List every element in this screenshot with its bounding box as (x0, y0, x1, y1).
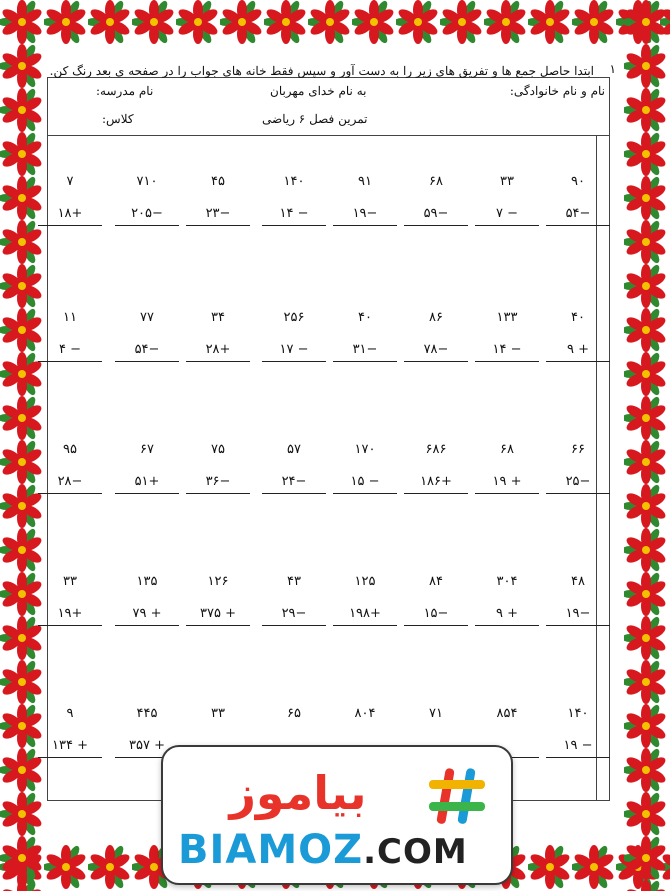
math-problem (115, 171, 179, 226)
math-problem (115, 571, 179, 626)
math-problem (475, 171, 539, 226)
problem-top-number: ۵۷ (287, 442, 301, 457)
poinsettia-icon (624, 132, 668, 176)
math-problem (38, 171, 102, 226)
problem-top-number: ۴۳ (287, 574, 301, 589)
math-problem (38, 571, 102, 626)
problem-operand: −۵۴ (115, 339, 179, 362)
problem-operand: + ۷۹ (115, 603, 179, 626)
problem-top-number: ۸۴ (429, 574, 443, 589)
poinsettia-icon (396, 0, 440, 44)
math-problem (262, 171, 326, 226)
problem-operand: −۱۹ (333, 203, 397, 226)
name-field-label: نام و نام خانوادگی: (509, 84, 605, 98)
math-problem (262, 439, 326, 494)
problem-operand: − ۴ (38, 339, 102, 362)
poinsettia-icon (624, 264, 668, 308)
problem-operand: + ۹ (475, 603, 539, 626)
problem-top-number: ۷۱ (429, 706, 443, 721)
problem-operand: −۳۱ (333, 339, 397, 362)
problem-operand: −۲۵ (546, 471, 610, 494)
math-problem (186, 439, 250, 494)
math-problem (38, 703, 102, 758)
math-problem (546, 439, 610, 494)
poinsettia-icon (624, 308, 668, 352)
poinsettia-icon (0, 660, 44, 704)
header-subtitle: تمرین فصل ۶ ریاضی (262, 112, 368, 126)
watermark-domain-suffix: .COM (363, 832, 468, 872)
math-problem (38, 439, 102, 494)
poinsettia-icon (624, 0, 668, 44)
problem-operand: + ۱۳۴ (38, 735, 102, 758)
problem-operand: +۲۸ (186, 339, 250, 362)
problem-top-number: ۱۳۳ (496, 310, 518, 325)
math-problem (475, 307, 539, 362)
math-problem (546, 171, 610, 226)
header-divider (48, 135, 609, 136)
problem-top-number: ۴۵ (211, 174, 225, 189)
problem-operand: −۷۸ (404, 339, 468, 362)
poinsettia-icon (0, 396, 44, 440)
poinsettia-icon (88, 0, 132, 44)
poinsettia-icon (528, 845, 572, 889)
problem-top-number: ۲۵۶ (283, 310, 305, 325)
header-title: به نام خدای مهربان (270, 84, 367, 98)
poinsettia-icon (264, 0, 308, 44)
problem-top-number: ۳۳ (63, 574, 77, 589)
problem-top-number: ۱۱ (63, 310, 77, 325)
problem-operand: − ۱۹ (546, 735, 610, 758)
math-problem (404, 439, 468, 494)
problem-operand: +۵۱ (115, 471, 179, 494)
problem-operand: −۵۴ (546, 203, 610, 226)
poinsettia-icon (0, 880, 44, 891)
poinsettia-icon (624, 704, 668, 748)
poinsettia-icon (44, 0, 88, 44)
math-problem (115, 439, 179, 494)
poinsettia-icon (44, 845, 88, 889)
problem-top-number: ۶۸۶ (425, 442, 447, 457)
flower-border-top (0, 0, 670, 46)
poinsettia-icon (440, 0, 484, 44)
problem-operand: +۱۹۸ (333, 603, 397, 626)
problem-operand: − ۷ (475, 203, 539, 226)
problem-top-number: ۴۰ (358, 310, 372, 325)
problem-top-number: ۷۱۰ (136, 174, 158, 189)
problem-top-number: ۳۴ (211, 310, 225, 325)
problem-operand: + ۳۵۷ (115, 735, 179, 758)
problem-top-number: ۱۴۰ (283, 174, 305, 189)
math-problem (38, 307, 102, 362)
problem-operand: −۲۸ (38, 471, 102, 494)
poinsettia-icon (624, 880, 668, 891)
problem-operand: − ۱۴ (475, 339, 539, 362)
question-number: ۱ (609, 62, 616, 76)
poinsettia-icon (624, 616, 668, 660)
poinsettia-icon (0, 220, 44, 264)
poinsettia-icon (0, 792, 44, 836)
math-problem (186, 171, 250, 226)
poinsettia-icon (624, 88, 668, 132)
poinsettia-icon (572, 845, 616, 889)
problem-top-number: ۶۵ (287, 706, 301, 721)
math-problem (186, 571, 250, 626)
poinsettia-icon (624, 660, 668, 704)
flower-border-right (624, 0, 670, 891)
problem-operand: −۱۵ (404, 603, 468, 626)
math-problem (546, 703, 610, 758)
poinsettia-icon (0, 264, 44, 308)
problem-top-number: ۱۲۵ (354, 574, 376, 589)
problem-top-number: ۴۰ (571, 310, 585, 325)
problem-operand: + ۹ (546, 339, 610, 362)
problem-top-number: ۴۸ (571, 574, 585, 589)
poinsettia-icon (132, 0, 176, 44)
poinsettia-icon (0, 88, 44, 132)
problem-top-number: ۳۳ (500, 174, 514, 189)
math-problem (333, 439, 397, 494)
problem-top-number: ۹۱ (358, 174, 372, 189)
question-instruction: ابتدا حاصل جمع ها و تفریق های زیر را به دست آور و سپس فقط خانه های جواب را در صفحه ی بعد رنگ کن. (49, 64, 594, 78)
poinsettia-icon (352, 0, 396, 44)
poinsettia-icon (624, 572, 668, 616)
poinsettia-icon (0, 836, 44, 880)
problem-top-number: ۹۵ (63, 442, 77, 457)
math-problem (333, 307, 397, 362)
problem-operand: −۲۰۵ (115, 203, 179, 226)
poinsettia-icon (220, 0, 264, 44)
math-problem (333, 571, 397, 626)
problem-top-number: ۶۸ (500, 442, 514, 457)
problem-top-number: ۱۲۶ (207, 574, 229, 589)
problem-top-number: ۱۷۰ (354, 442, 376, 457)
poinsettia-icon (624, 352, 668, 396)
poinsettia-icon (624, 484, 668, 528)
poinsettia-icon (528, 0, 572, 44)
problem-operand: +۱۹ (38, 603, 102, 626)
poinsettia-icon (624, 44, 668, 88)
watermark-persian-logo: بیاموز (229, 766, 367, 820)
poinsettia-icon (0, 528, 44, 572)
math-problem (262, 307, 326, 362)
poinsettia-icon (88, 845, 132, 889)
problem-top-number: ۶۶ (571, 442, 585, 457)
watermark-latin-logo (178, 826, 498, 874)
math-problem (546, 307, 610, 362)
problem-top-number: ۳۳ (211, 706, 225, 721)
math-problem (475, 571, 539, 626)
poinsettia-icon (624, 528, 668, 572)
problem-operand: −۲۹ (262, 603, 326, 626)
problem-operand: + ۱۹ (475, 471, 539, 494)
problem-top-number: ۷ (66, 174, 74, 189)
problem-operand: −۱۹ (546, 603, 610, 626)
problem-operand: +۱۸۶ (404, 471, 468, 494)
problem-top-number: ۸۰۴ (354, 706, 376, 721)
poinsettia-icon (624, 176, 668, 220)
problem-operand: − ۱۵ (333, 471, 397, 494)
problem-top-number: ۹۰ (571, 174, 585, 189)
poinsettia-icon (308, 0, 352, 44)
poinsettia-icon (624, 836, 668, 880)
math-problem (404, 307, 468, 362)
school-field-label: نام مدرسه: (96, 84, 154, 98)
problem-operand: −۳۶ (186, 471, 250, 494)
poinsettia-icon (176, 0, 220, 44)
math-problem (404, 171, 468, 226)
poinsettia-icon (624, 748, 668, 792)
poinsettia-icon (624, 396, 668, 440)
math-problem (546, 571, 610, 626)
problem-operand: +۱۸ (38, 203, 102, 226)
problem-top-number: ۸۵۴ (496, 706, 518, 721)
problem-top-number: ۸۶ (429, 310, 443, 325)
problem-top-number: ۱۳۵ (136, 574, 158, 589)
problem-operand: −۲۴ (262, 471, 326, 494)
problem-operand: −۵۹ (404, 203, 468, 226)
problem-operand: − ۱۴ (262, 203, 326, 226)
poinsettia-icon (572, 0, 616, 44)
problem-operand: −۲۳ (186, 203, 250, 226)
watermark-latin-text: BIAMOZ (178, 827, 364, 873)
problem-top-number: ۷۵ (211, 442, 225, 457)
math-problem (186, 307, 250, 362)
poinsettia-icon (624, 792, 668, 836)
math-problem (333, 171, 397, 226)
poinsettia-icon (484, 0, 528, 44)
hash-logo-icon (425, 764, 489, 828)
poinsettia-icon (0, 132, 44, 176)
problem-top-number: ۶۸ (429, 174, 443, 189)
math-problem (404, 571, 468, 626)
poinsettia-icon (0, 44, 44, 88)
poinsettia-icon (624, 220, 668, 264)
problem-top-number: ۷۷ (140, 310, 154, 325)
math-problem (262, 571, 326, 626)
problem-top-number: ۶۷ (140, 442, 154, 457)
problem-top-number: ۱۴۰ (567, 706, 589, 721)
problem-top-number: ۴۴۵ (136, 706, 158, 721)
math-problem (475, 439, 539, 494)
problem-top-number: ۳۰۴ (496, 574, 518, 589)
problem-operand: − ۱۷ (262, 339, 326, 362)
math-problem (115, 307, 179, 362)
problem-top-number: ۹ (66, 706, 74, 721)
problem-operand: + ۳۷۵ (186, 603, 250, 626)
class-field-label: کلاس: (102, 112, 134, 126)
poinsettia-icon (624, 440, 668, 484)
poinsettia-icon (0, 0, 44, 44)
